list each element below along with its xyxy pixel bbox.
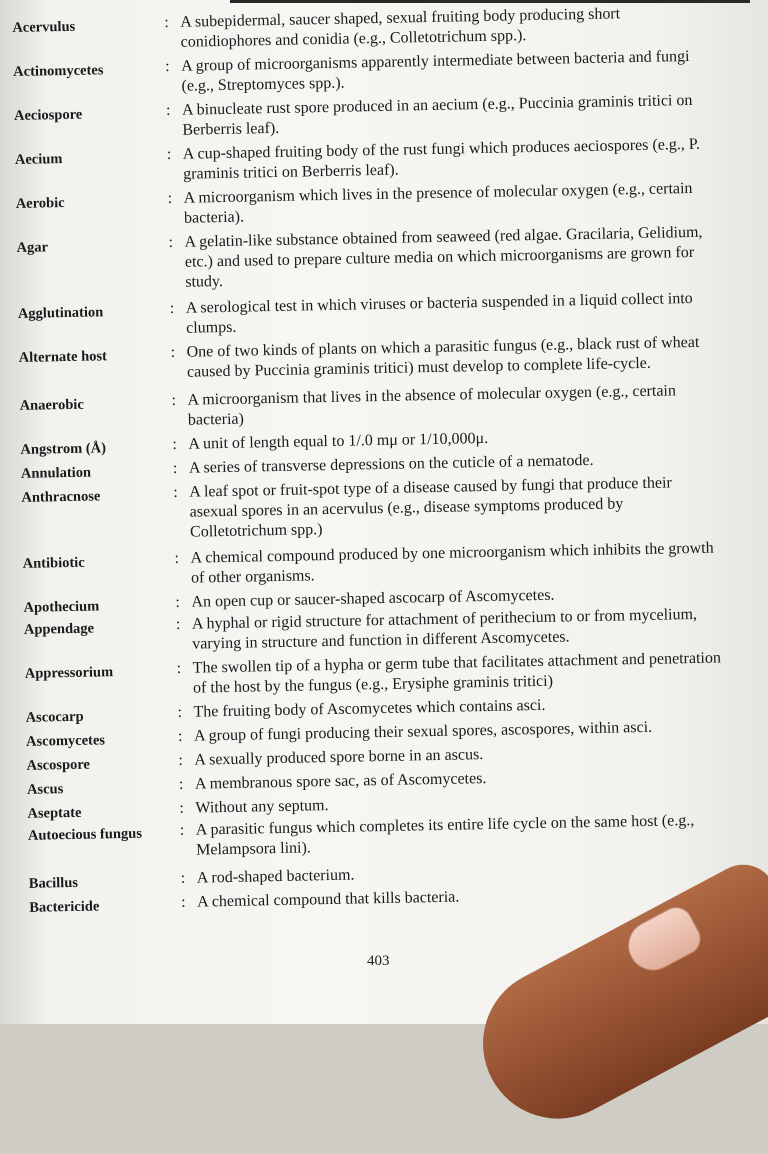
glossary-definition: A chemical compound produced by one microorganism which inhibits the growth of other organisms.: [190, 539, 714, 587]
term-separator: :: [170, 343, 176, 362]
term-separator: :: [176, 659, 182, 677]
glossary-definition: A unit of length equal to 1/.0 mμ or 1/10,000μ.: [188, 429, 489, 453]
term-separator: :: [172, 435, 178, 453]
glossary-definition: A chemical compound that kills bacteria.: [197, 888, 460, 911]
glossary-definition: A group of microorganisms apparently intermediate between bacteria and fungi (e.g., Streptomyces spp.).: [180, 48, 690, 95]
glossary-term: Ascospore: [26, 756, 91, 774]
term-separator: :: [175, 615, 181, 633]
glossary-definition: A leaf spot or fruit-spot type of a disease caused by fungi that produce their asexual spores in an acervulus (e.g., disease symptoms produced by Colletotrichum spp.): [189, 474, 672, 541]
glossary-definition: Without any septum.: [195, 797, 329, 817]
glossary-entry: [21, 472, 722, 545]
term-separator: :: [177, 703, 183, 721]
glossary-definition: A sexually produced spore borne in an ascus.: [194, 746, 484, 769]
glossary-definition: The fruiting body of Ascomycetes which contains asci.: [193, 696, 546, 721]
term-separator: :: [173, 483, 178, 501]
glossary-definition: A microorganism that lives in the absence of molecular oxygen (e.g., certain bacteria): [187, 382, 677, 429]
glossary-term: Anthracnose: [21, 488, 101, 506]
glossary-term: Autoecious fungus: [27, 825, 143, 844]
term-separator: :: [179, 821, 185, 839]
term-separator: :: [174, 549, 180, 567]
glossary-definition: A hyphal or rigid structure for attachment of perithecium to or from mycelium, varying in structure and function in different Ascomycetes.: [191, 605, 698, 653]
term-separator: :: [164, 13, 169, 32]
term-separator: :: [168, 233, 174, 252]
term-separator: :: [166, 145, 172, 164]
glossary-definition: An open cup or saucer-shaped ascocarp of Ascomycetes.: [191, 586, 555, 611]
glossary-definition: A subepidermal, saucer shaped, sexual fruiting body producing short conidiophores and conidia (e.g., Colletotrichum spp.).: [180, 5, 621, 51]
glossary-definition: A serological test in which viruses or bacteria suspended in a liquid collect into clumps.: [185, 289, 693, 337]
glossary-definition: A gelatin-like substance obtained from seaweed (red algae. Gracilaria, Gelidium, etc.) and used to prepare culture media on which microorganisms are grown for study.: [184, 223, 703, 291]
glossary-definition: A cup-shaped fruiting body of the rust fungi which produces aeciospores (e.g., P. graminis tritici on Berberris leaf).: [182, 135, 701, 183]
glossary-definition: A group of fungi producing their sexual spores, ascospores, within asci.: [193, 718, 653, 745]
glossary-entry: [18, 332, 719, 385]
glossary-term: Bactericide: [29, 898, 100, 916]
glossary-definition: A series of transverse depressions on the cuticle of a nematode.: [188, 451, 594, 477]
term-separator: :: [179, 799, 185, 817]
term-separator: :: [164, 57, 170, 76]
glossary-definition: A membranous spore sac, as of Ascomycetes.: [194, 770, 487, 793]
glossary-term: Ascocarp: [25, 708, 84, 726]
glossary-entry: [16, 223, 717, 296]
glossary-term: Angstrom (Å): [20, 440, 107, 458]
term-separator: :: [165, 101, 171, 120]
glossary-term: Ascomycetes: [25, 732, 106, 750]
glossary-term: Bacillus: [28, 874, 79, 892]
glossary-term: Appendage: [23, 620, 95, 638]
term-separator: :: [178, 751, 184, 769]
term-separator: :: [169, 299, 175, 318]
glossary-definition: The swollen tip of a hypha or germ tube that facilitates attachment and penetration of the host by the fungus (e.g., Erysiphe graminis tritici): [192, 649, 722, 697]
glossary-definition: A microorganism which lives in the presence of molecular oxygen (e.g., certain bacteria).: [183, 179, 693, 227]
glossary-term: Agglutination: [17, 304, 104, 322]
term-separator: :: [180, 869, 186, 887]
glossary-term: Anaerobic: [19, 396, 84, 414]
glossary-term: Apothecium: [23, 598, 100, 616]
page-number: 403: [367, 953, 390, 969]
term-separator: :: [172, 459, 178, 477]
glossary-list: [12, 0, 729, 916]
term-separator: :: [167, 189, 173, 208]
glossary-definition: One of two kinds of plants on which a parasitic fungus (e.g., black rust of wheat caused by Puccinia graminis tritici) must develop to complete life-cycle.: [186, 333, 700, 381]
glossary-term: Acervulus: [12, 18, 76, 36]
glossary-term: Alternate host: [18, 348, 108, 366]
glossary-term: Aseptate: [27, 804, 82, 822]
glossary-term: Agar: [16, 239, 49, 256]
glossary-term: Appressorium: [24, 664, 114, 682]
glossary-term: Aecium: [14, 151, 63, 168]
term-separator: :: [178, 775, 184, 793]
glossary-term: Annulation: [20, 464, 92, 482]
glossary-term: Antibiotic: [22, 554, 85, 572]
glossary-term: Aeciospore: [13, 106, 83, 124]
term-separator: :: [171, 391, 177, 410]
glossary-term: Ascus: [26, 781, 64, 798]
glossary-term: Aerobic: [15, 195, 65, 212]
term-separator: :: [175, 593, 181, 611]
term-separator: :: [177, 727, 183, 745]
glossary-term: Actinomycetes: [13, 62, 104, 80]
term-separator: :: [181, 893, 186, 911]
glossary-definition: A binucleate rust spore produced in an aecium (e.g., Puccinia graminis tritici on Berberris leaf).: [181, 91, 693, 139]
glossary-definition: A parasitic fungus which completes its entire life cycle on the same host (e.g., Melampsora lini).: [195, 812, 695, 859]
glossary-definition: A rod-shaped bacterium.: [196, 866, 355, 887]
